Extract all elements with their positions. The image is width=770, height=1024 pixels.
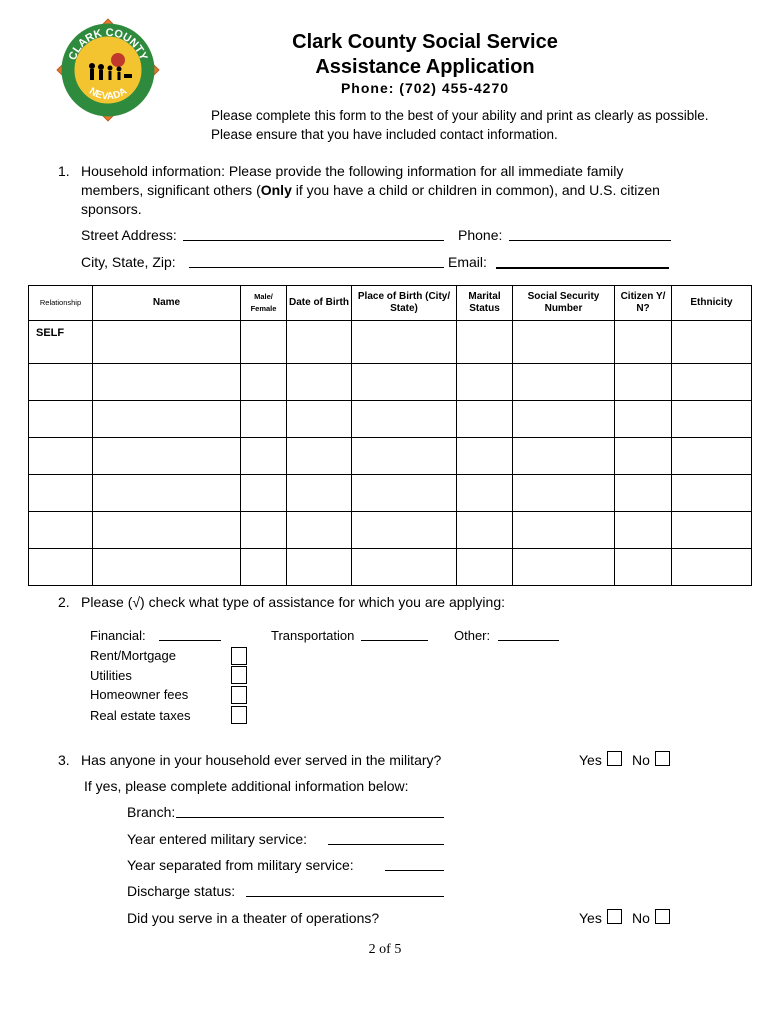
table-row (29, 549, 752, 586)
rent-mortgage-label: Rent/Mortgage (90, 648, 176, 663)
table-cell[interactable] (672, 438, 752, 475)
table-row (29, 364, 752, 401)
table-cell[interactable] (352, 321, 457, 364)
section1-text-only: Only (260, 182, 292, 198)
discharge-label: Discharge status: (127, 883, 236, 899)
table-cell[interactable] (615, 475, 672, 512)
utilities-label: Utilities (90, 668, 132, 683)
transportation-field[interactable] (361, 626, 428, 641)
table-cell[interactable] (457, 549, 513, 586)
col-ssn: Social Security Number (513, 286, 615, 321)
table-cell[interactable] (513, 321, 615, 364)
branch-label: Branch: (127, 804, 176, 820)
col-name: Name (93, 286, 241, 321)
header-phone: Phone: (702) 455-4270 (340, 80, 510, 96)
table-row (29, 475, 752, 512)
table-cell[interactable] (457, 321, 513, 364)
military-question: Has anyone in your household ever served in the military? (81, 752, 442, 768)
table-cell[interactable] (672, 549, 752, 586)
other-label: Other: (454, 628, 491, 643)
table-cell[interactable] (241, 475, 287, 512)
military-no-label: No (632, 752, 650, 768)
table-cell[interactable] (352, 364, 457, 401)
table-cell[interactable] (241, 364, 287, 401)
theater-yes-checkbox[interactable] (607, 909, 622, 924)
table-cell[interactable] (615, 549, 672, 586)
street-address-field[interactable] (183, 226, 444, 241)
table-cell[interactable] (287, 321, 352, 364)
table-cell[interactable] (672, 364, 752, 401)
table-cell[interactable] (93, 321, 241, 364)
table-cell[interactable] (29, 512, 93, 549)
section3-number: 3. (58, 752, 70, 768)
phone-field[interactable] (509, 226, 671, 241)
col-citizen: Citizen Y/ N? (615, 286, 672, 321)
table-cell[interactable] (241, 549, 287, 586)
military-no-checkbox[interactable] (655, 751, 670, 766)
table-row (29, 438, 752, 475)
real-estate-taxes-checkbox[interactable] (231, 706, 247, 724)
table-row (29, 321, 752, 364)
table-cell[interactable] (513, 401, 615, 438)
table-cell[interactable] (457, 512, 513, 549)
section1-text-line1: Household information: Please provide the following information for all immediate family (81, 163, 624, 179)
email-label: Email: (448, 254, 487, 270)
table-cell[interactable] (457, 401, 513, 438)
table-cell[interactable] (513, 364, 615, 401)
table-cell[interactable] (615, 438, 672, 475)
table-cell[interactable] (29, 438, 93, 475)
homeowner-fees-label: Homeowner fees (90, 687, 189, 702)
col-relationship: Relationship (29, 286, 93, 321)
phone-label: Phone: (458, 227, 503, 243)
table-cell[interactable] (241, 512, 287, 549)
table-cell[interactable] (29, 364, 93, 401)
discharge-field[interactable] (246, 882, 444, 897)
table-cell[interactable] (352, 438, 457, 475)
table-cell[interactable] (352, 475, 457, 512)
table-cell[interactable] (93, 401, 241, 438)
table-cell[interactable] (93, 549, 241, 586)
col-dob: Date of Birth (287, 286, 352, 321)
table-cell[interactable] (93, 364, 241, 401)
table-cell[interactable] (241, 401, 287, 438)
table-cell[interactable] (457, 438, 513, 475)
table-cell[interactable] (513, 512, 615, 549)
table-cell[interactable] (513, 438, 615, 475)
col-pob: Place of Birth (City/ State) (352, 286, 457, 321)
section1-text-pre: members, significant others ( (81, 182, 261, 198)
table-cell[interactable] (287, 401, 352, 438)
section1-text-line3: sponsors. (81, 201, 142, 217)
year-separated-label: Year separated from military service: (127, 857, 354, 873)
table-cell[interactable] (352, 512, 457, 549)
section1-text-line2 (81, 181, 660, 200)
col-ethnicity: Ethnicity (672, 286, 752, 321)
if-yes-text: If yes, please complete additional information below: (84, 778, 409, 794)
table-cell[interactable] (287, 364, 352, 401)
table-cell[interactable] (672, 475, 752, 512)
self-cell: SELF (29, 321, 93, 364)
col-gender: Male/ Female (241, 286, 287, 321)
table-cell[interactable] (29, 401, 93, 438)
table-cell[interactable] (29, 549, 93, 586)
table-cell[interactable] (615, 512, 672, 549)
utilities-checkbox[interactable] (231, 666, 247, 684)
table-cell[interactable] (93, 475, 241, 512)
table-cell[interactable] (352, 549, 457, 586)
table-cell[interactable] (93, 438, 241, 475)
city-state-zip-label: City, State, Zip: (81, 254, 176, 270)
military-yes-label: Yes (579, 752, 602, 768)
table-cell[interactable] (672, 512, 752, 549)
table-cell[interactable] (615, 401, 672, 438)
city-state-zip-field[interactable] (189, 253, 444, 268)
logo-bottom-text: NEVADA (87, 85, 129, 103)
intro-text: Please complete this form to the best of your ability and print as clearly as possible. Please ensure that you have included contact information. (211, 108, 709, 142)
household-table (28, 285, 752, 586)
page-number: 2 of 5 (368, 942, 402, 957)
table-cell[interactable] (241, 438, 287, 475)
section1-number: 1. (58, 163, 70, 179)
table-cell[interactable] (287, 549, 352, 586)
table-cell[interactable] (513, 549, 615, 586)
table-cell[interactable] (29, 475, 93, 512)
table-header-row (29, 286, 752, 321)
real-estate-taxes-label: Real estate taxes (90, 708, 191, 723)
table-row (29, 401, 752, 438)
table-cell[interactable] (287, 438, 352, 475)
financial-label: Financial: (90, 628, 146, 643)
year-separated-field[interactable] (385, 856, 444, 871)
table-cell[interactable] (457, 364, 513, 401)
transportation-label: Transportation (271, 628, 355, 643)
theater-yes-label: Yes (579, 910, 602, 926)
table-cell[interactable] (287, 475, 352, 512)
theater-no-checkbox[interactable] (655, 909, 670, 924)
military-yes-checkbox[interactable] (607, 751, 622, 766)
clark-county-logo (52, 14, 164, 126)
section2-text: Please (√) check what type of assistance for which you are applying: (81, 594, 506, 610)
section1-text-post: if you have a child or children in common), and U.S. citizen (291, 182, 660, 198)
table-cell[interactable] (457, 475, 513, 512)
financial-field[interactable] (159, 626, 221, 641)
form-title-line1: Clark County Social Service (292, 31, 558, 53)
street-address-label: Street Address: (81, 227, 177, 243)
table-cell[interactable] (93, 512, 241, 549)
col-marital: Marital Status (457, 286, 513, 321)
section2-number: 2. (58, 594, 70, 610)
table-cell[interactable] (615, 364, 672, 401)
table-cell[interactable] (672, 401, 752, 438)
branch-field[interactable] (176, 803, 444, 818)
form-title-line2: Assistance Application (315, 56, 535, 78)
theater-question: Did you serve in a theater of operations? (127, 910, 380, 926)
table-row (29, 512, 752, 549)
theater-no-label: No (632, 910, 650, 926)
other-field[interactable] (498, 626, 559, 641)
rent-mortgage-checkbox[interactable] (231, 647, 247, 665)
table-cell[interactable] (352, 401, 457, 438)
table-cell[interactable] (287, 512, 352, 549)
email-field[interactable] (496, 253, 669, 269)
logo-top-text: CLARK COUNTY (66, 26, 150, 62)
table-cell[interactable] (672, 321, 752, 364)
year-entered-field[interactable] (328, 830, 444, 845)
table-cell[interactable] (241, 321, 287, 364)
table-cell[interactable] (513, 475, 615, 512)
table-cell[interactable] (615, 321, 672, 364)
year-entered-label: Year entered military service: (127, 831, 308, 847)
homeowner-fees-checkbox[interactable] (231, 686, 247, 704)
